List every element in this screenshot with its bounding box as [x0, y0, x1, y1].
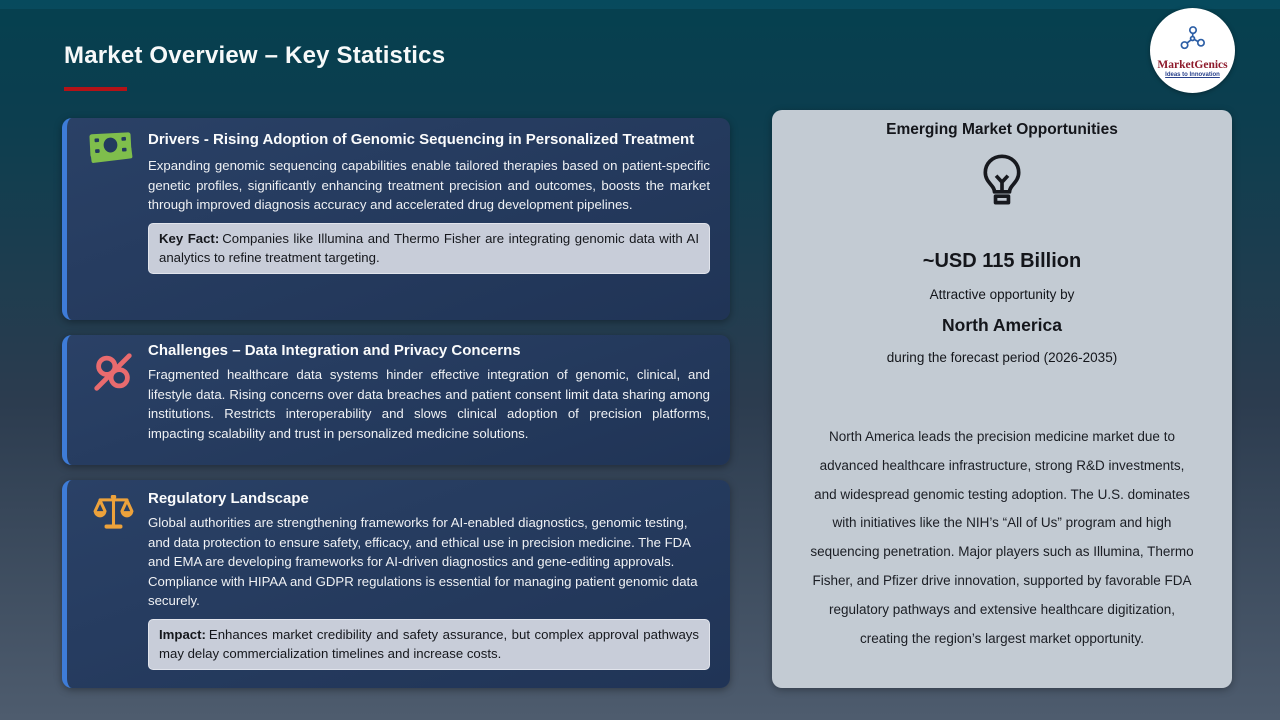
card-challenges-title: Challenges – Data Integration and Privacy Concerns	[148, 342, 521, 359]
opportunity-value: ~USD 115 Billion	[922, 250, 1082, 272]
molecule-network-icon	[1178, 24, 1208, 59]
card-challenges	[62, 335, 730, 465]
card-regulatory	[62, 480, 730, 688]
card-challenges-body: Fragmented healthcare data systems hinder effective integration of genomic, clinical, and lifestyle data. Rising concerns over data breaches and patient consent limit data sharing among institutions. Restricts interoperability and slows clinical adoption of precision platforms, impacting scalability and trust in personalized medicine solutions.	[148, 367, 710, 441]
card-drivers-content	[148, 127, 710, 274]
page-title: Market Overview – Key Statistics	[64, 42, 446, 69]
lightbulb-icon	[772, 152, 1232, 210]
impact-box	[148, 619, 710, 670]
marketgenics-logo	[1150, 8, 1235, 93]
card-regulatory-content	[148, 488, 710, 670]
opportunity-region: North America	[942, 315, 1062, 335]
opportunity-description: North America leads the precision medicine market due to advanced healthcare infrastructure, strong R&D investments, and widespread genomic testing adoption. The U.S. dominates with initiatives like the NIH’s “All of Us” program and high sequencing penetration. Major players such as Illumina, Thermo Fisher, and Pfizer drive innovation, supported by favorable FDA regulatory pathways and extensive healthcare digitization, creating the region’s largest market opportunity.	[810, 429, 1194, 646]
title-underline	[64, 87, 127, 91]
logo-tagline: Ideas to Innovation	[1165, 71, 1220, 78]
card-regulatory-title: Regulatory Landscape	[148, 490, 309, 507]
card-drivers-body: Expanding genomic sequencing capabilities enable tailored therapies based on patient-specific genetic profiles, significantly enhancing treatment precision and outcomes, boosts the market through improved diagnosis accuracy and accelerated drug development pipelines.	[148, 158, 710, 212]
impact-label: Impact:	[159, 626, 206, 642]
card-regulatory-body: Global authorities are strengthening frameworks for AI-enabled diagnostics, genomic testing, and data protection to ensure safety, efficacy, and ethical use in precision medicine. The FDA and EMA are developing frameworks for AI-driven diagnostics and gene-editing approvals. Compliance with HIPAA and GDPR regulations is essential for managing patient genomic data securely.	[148, 515, 698, 608]
opportunity-period: during the forecast period (2026-2035)	[886, 350, 1118, 365]
logo-name: MarketGenics	[1157, 58, 1228, 71]
impact-text: Enhances market credibility and safety assurance, but complex approval pathways may delay commercialization timelines and increase costs.	[159, 626, 699, 661]
key-fact-text: Companies like Illumina and Thermo Fisher are integrating genomic data with AI analytics to refine treatment targeting.	[159, 230, 699, 265]
card-drivers-title: Drivers - Rising Adoption of Genomic Sequencing in Personalized Treatment	[148, 131, 695, 148]
opportunity-caption: Attractive opportunity by	[929, 287, 1075, 302]
broken-link-icon	[89, 349, 137, 400]
card-challenges-content	[148, 340, 710, 443]
card-drivers	[62, 118, 730, 320]
top-accent-band	[0, 0, 1280, 9]
banknote-icon	[87, 127, 134, 172]
opportunity-panel-title: Emerging Market Opportunities	[886, 121, 1118, 138]
key-fact-label: Key Fact:	[159, 230, 220, 246]
key-fact-box	[148, 223, 710, 274]
scales-icon	[92, 491, 135, 538]
opportunity-panel	[772, 110, 1232, 688]
